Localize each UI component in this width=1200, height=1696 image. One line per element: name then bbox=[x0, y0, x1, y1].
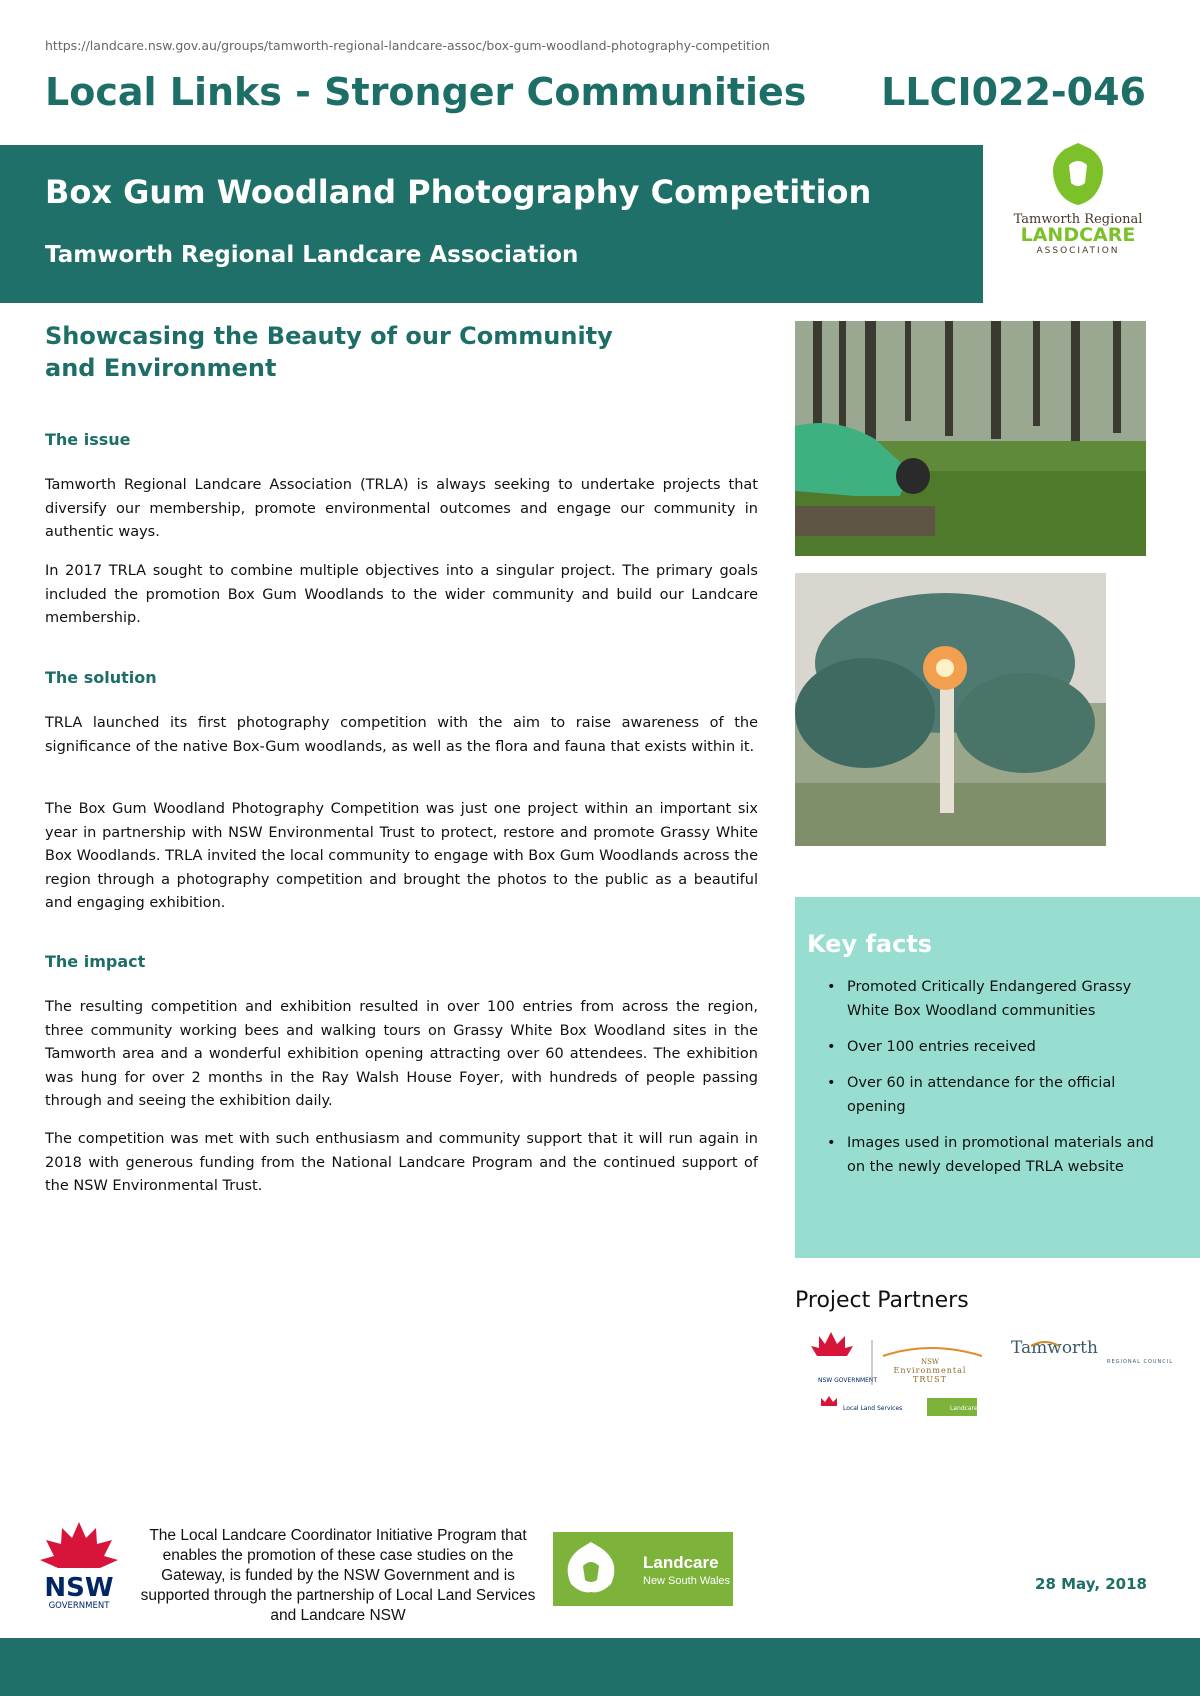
issue-paragraph-2: In 2017 TRLA sought to combine multiple objectives into a singular project. The primary goals included the promotion Box Gum Woodlands to the wider community and build our Landcare membership. bbox=[45, 563, 758, 626]
trla-logo bbox=[1003, 143, 1153, 261]
key-fact-item: • Promoted Critically Endangered Grassy White Box Woodland communities bbox=[827, 975, 1157, 1023]
reference-code: LLCI022-046 bbox=[881, 70, 1146, 114]
solution-heading: The solution bbox=[45, 668, 157, 687]
landcare-nsw-small-logo bbox=[927, 1398, 978, 1416]
svg-text:Environmental: Environmental bbox=[893, 1366, 967, 1375]
publication-date: 28 May, 2018 bbox=[1035, 1575, 1147, 1593]
svg-text:NSW GOVERNMENT: NSW GOVERNMENT bbox=[818, 1377, 878, 1384]
footer-bar bbox=[0, 1638, 1200, 1696]
solution-paragraph-2: The Box Gum Woodland Photography Competition was just one project within an important six year in partnership with NSW Environmental Trust to protect, restore and promote Grassy White Box Woodlands. TRLA invited the local community to engage with Box Gum Woodlands across the region through a photography competition and brought the photos to the public as a beautiful and engaging exhibition. bbox=[45, 801, 758, 911]
nsw-government-logo bbox=[811, 1332, 877, 1384]
impact-paragraph-2: The competition was met with such enthusiasm and community support that it will run again in 2018 with generous funding from the National Landcare Program and the continued support of the NSW Environmental Trust. bbox=[45, 1131, 758, 1194]
page-url: https://landcare.nsw.gov.au/groups/tamworth-regional-landcare-assoc/box-gum-woodland-photography-competition bbox=[45, 38, 770, 53]
svg-text:TRUST: TRUST bbox=[913, 1375, 947, 1384]
svg-text:REGIONAL COUNCIL: REGIONAL COUNCIL bbox=[1107, 1359, 1174, 1365]
impact-paragraph-1: The resulting competition and exhibition resulted in over 100 entries from across the region, three community working bees and walking tours on Grassy White Box Woodland sites in the Tamworth area and a wonderful exhibition opening attracting over 60 attendees. The exhibition was hung for over 2 months in the Ray Walsh House Foyer, with hundreds of people passing through and seeing the exhibition daily. bbox=[45, 999, 758, 1109]
nsw-government-footer-logo bbox=[36, 1520, 122, 1612]
impact-heading: The impact bbox=[45, 952, 146, 971]
key-fact-item: • Over 60 in attendance for the official opening bbox=[827, 1071, 1157, 1119]
photo-tree-at-sunset bbox=[795, 573, 1106, 846]
funding-statement: The Local Landcare Coordinator Initiative Program that enables the promotion of these case studies on the Gateway, is funded by the NSW Government and is supported through the partnership of Local Land Services and Landcare NSW bbox=[140, 1527, 536, 1624]
key-fact-item: • Over 100 entries received bbox=[827, 1035, 1157, 1059]
headline: Showcasing the Beauty of our Community and Environment bbox=[45, 322, 613, 382]
issue-heading: The issue bbox=[45, 430, 131, 449]
issue-paragraph-1: Tamworth Regional Landcare Association (TRLA) is always seeking to undertake projects that diversify our membership, promote environmental outcomes and engage our community in authentic ways. bbox=[45, 477, 758, 540]
waratah-icon bbox=[811, 1332, 853, 1356]
svg-text:Tamworth: Tamworth bbox=[1011, 1338, 1098, 1358]
environmental-trust-logo bbox=[883, 1348, 982, 1384]
photo-child-in-grass bbox=[795, 321, 1146, 556]
solution-paragraph-1: TRLA launched its first photography competition with the aim to raise awareness of the significance of the native Box-Gum woodlands, as well as the flora and fauna that exists within it. bbox=[45, 715, 758, 755]
svg-text:Landcare: Landcare bbox=[643, 1553, 719, 1572]
svg-text:Local Land Services: Local Land Services bbox=[843, 1405, 903, 1412]
key-fact-item: • Images used in promotional materials and on the newly developed TRLA website bbox=[827, 1131, 1157, 1179]
waratah-icon bbox=[40, 1522, 118, 1568]
program-title: Local Links - Stronger Communities bbox=[45, 70, 807, 114]
svg-text:NSW: NSW bbox=[44, 1573, 114, 1603]
title-banner bbox=[0, 145, 983, 303]
landcare-nsw-logo bbox=[553, 1532, 733, 1606]
trla-logo-line1: Tamworth Regional bbox=[1013, 212, 1143, 227]
svg-text:NSW: NSW bbox=[920, 1358, 940, 1366]
trla-logo-line3: ASSOCIATION bbox=[1036, 246, 1120, 256]
key-facts-list bbox=[827, 975, 1157, 1191]
svg-text:GOVERNMENT: GOVERNMENT bbox=[48, 1601, 110, 1611]
case-study-title: Box Gum Woodland Photography Competition bbox=[45, 173, 872, 211]
main-content bbox=[45, 320, 758, 1194]
local-land-services-logo bbox=[821, 1396, 902, 1412]
key-facts-box bbox=[795, 897, 1200, 1258]
project-partners-heading: Project Partners bbox=[795, 1288, 969, 1313]
svg-text:New South Wales: New South Wales bbox=[643, 1575, 731, 1587]
trla-logo-line2: LANDCARE bbox=[1020, 224, 1136, 246]
organisation-name: Tamworth Regional Landcare Association bbox=[45, 242, 579, 268]
partner-logos bbox=[795, 1330, 1195, 1430]
svg-text:Landcare: Landcare bbox=[950, 1405, 978, 1412]
key-facts-title: Key facts bbox=[807, 930, 933, 958]
tamworth-council-logo bbox=[1011, 1338, 1173, 1365]
